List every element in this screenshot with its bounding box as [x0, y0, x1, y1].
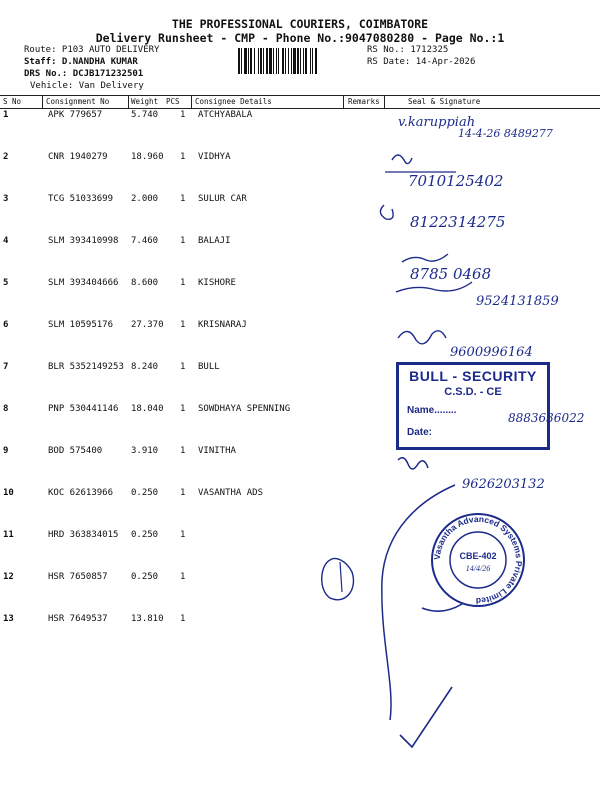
cell-weight: 2.000 — [131, 194, 159, 204]
cell-pcs: 1 — [180, 446, 186, 456]
cell-consignment: HSR 7649537 — [48, 614, 108, 624]
route-label: Route: P103 AUTO DELIVERY — [24, 45, 160, 55]
cell-sno: 6 — [3, 320, 9, 330]
cell-weight: 0.250 — [131, 488, 159, 498]
cell-consignment: HSR 7650857 — [48, 572, 108, 582]
cell-weight: 0.250 — [131, 572, 159, 582]
cell-pcs: 1 — [180, 614, 186, 624]
cell-weight: 3.910 — [131, 446, 159, 456]
cell-consignee: VINITHA — [198, 446, 236, 456]
cell-weight: 18.960 — [131, 152, 164, 162]
col-weight: Weight — [131, 97, 159, 106]
cell-consignee: SOWDHAYA SPENNING — [198, 404, 291, 414]
cell-pcs: 1 — [180, 278, 186, 288]
cell-pcs: 1 — [180, 404, 186, 414]
table-row — [0, 194, 600, 236]
cell-pcs: 1 — [180, 488, 186, 498]
rs-number: RS No.: 1712325 — [367, 45, 449, 55]
signature-row-9-phone: 9626203132 — [462, 477, 545, 492]
cell-consignment: PNP 530441146 — [48, 404, 119, 414]
cell-weight: 8.240 — [131, 362, 159, 372]
seal-date: 14/4/26 — [465, 564, 491, 573]
stamp-date-label: Date: — [407, 427, 433, 438]
cell-pcs: 1 — [180, 362, 186, 372]
cell-sno: 3 — [3, 194, 9, 204]
bull-security-stamp — [396, 362, 550, 450]
cell-sno: 11 — [3, 530, 14, 540]
signature-row-6-phone: 9600996164 — [450, 345, 533, 360]
cell-weight: 18.040 — [131, 404, 164, 414]
staff-label: Staff: D.NANDHA KUMAR — [24, 57, 138, 67]
cell-pcs: 1 — [180, 194, 186, 204]
drs-number: DRS No.: DCJB171232501 — [24, 69, 144, 79]
col-sno: S No — [3, 97, 22, 106]
col-seal-signature: Seal & Signature — [408, 97, 481, 106]
cell-sno: 10 — [3, 488, 14, 498]
cell-weight: 5.740 — [131, 110, 159, 120]
signature-row-4-phone: 8785 0468 — [410, 265, 492, 283]
col-consignee: Consignee Details — [195, 97, 272, 106]
cell-pcs: 1 — [180, 530, 186, 540]
col-consignment: Consignment No — [46, 97, 110, 106]
cell-pcs: 1 — [180, 152, 186, 162]
cell-sno: 4 — [3, 236, 9, 246]
cell-weight: 7.460 — [131, 236, 159, 246]
stamp-title: BULL - SECURITY — [409, 368, 537, 384]
cell-sno: 2 — [3, 152, 9, 162]
cell-pcs: 1 — [180, 320, 186, 330]
cell-sno: 7 — [3, 362, 9, 372]
table-row — [0, 278, 600, 320]
signature-row-3-phone: 8122314275 — [410, 213, 506, 231]
cell-sno: 12 — [3, 572, 14, 582]
cell-pcs: 1 — [180, 236, 186, 246]
table-header — [0, 95, 600, 109]
cell-weight: 13.810 — [131, 614, 164, 624]
cell-consignee: KISHORE — [198, 278, 236, 288]
col-pcs: PCS — [166, 97, 180, 106]
table-row — [0, 446, 600, 488]
stamp-name-label: Name........ — [407, 405, 457, 416]
table-row — [0, 110, 600, 152]
cell-sno: 5 — [3, 278, 9, 288]
cell-consignment: HRD 363834015 — [48, 530, 119, 540]
seal-ring-text: Vasantha Advanced Systems Private Limited — [431, 513, 525, 607]
cell-consignment: SLM 10595176 — [48, 320, 114, 330]
cell-sno: 13 — [3, 614, 14, 624]
cell-consignee: VIDHYA — [198, 152, 231, 162]
vehicle-label: Vehicle: Van Delivery — [30, 81, 144, 91]
runsheet-subtitle: Delivery Runsheet - CMP - Phone No.:9047080280 - Page No.:1 — [95, 31, 505, 45]
cell-consignment: SLM 393404666 — [48, 278, 119, 288]
cell-consignee: SULUR CAR — [198, 194, 247, 204]
rs-date: RS Date: 14-Apr-2026 — [367, 57, 476, 67]
cell-weight: 8.600 — [131, 278, 159, 288]
signature-row-1-note: 14-4-26 8489277 — [458, 127, 553, 140]
table-row — [0, 614, 600, 656]
signature-row-1: v.karuppiah — [398, 115, 476, 130]
company-title: THE PROFESSIONAL COURIERS, COIMBATORE — [171, 17, 429, 31]
cell-sno: 1 — [3, 110, 9, 120]
signature-row-5-phone: 9524131859 — [476, 294, 559, 309]
table-row — [0, 236, 600, 278]
cell-weight: 27.370 — [131, 320, 164, 330]
cell-consignee: BALAJI — [198, 236, 231, 246]
barcode — [238, 48, 362, 74]
cell-consignment: KOC 62613966 — [48, 488, 114, 498]
cell-consignment: SLM 393410998 — [48, 236, 119, 246]
cell-consignee: KRISNARAJ — [198, 320, 247, 330]
signature-row-8-phone: 8883636022 — [508, 411, 585, 425]
seal-center: CBE-402 — [459, 551, 497, 561]
company-seal — [428, 510, 528, 610]
stamp-subtitle: C.S.D. - CE — [444, 386, 502, 398]
cell-sno: 9 — [3, 446, 9, 456]
table-row — [0, 152, 600, 194]
signature-row-2-phone: 7010125402 — [408, 172, 504, 190]
cell-consignee: ATCHYABALA — [198, 110, 253, 120]
cell-consignment: APK 779657 — [48, 110, 103, 120]
cell-pcs: 1 — [180, 572, 186, 582]
cell-consignment: BLR 5352149253 — [48, 362, 124, 372]
table-row — [0, 320, 600, 362]
cell-consignment: CNR 1940279 — [48, 152, 108, 162]
cell-weight: 0.250 — [131, 530, 159, 540]
cell-pcs: 1 — [180, 110, 186, 120]
cell-consignee: BULL — [198, 362, 220, 372]
cell-consignee: VASANTHA ADS — [198, 488, 264, 498]
cell-sno: 8 — [3, 404, 9, 414]
cell-consignment: BOD 575400 — [48, 446, 103, 456]
col-remarks: Remarks — [348, 97, 380, 106]
cell-consignment: TCG 51033699 — [48, 194, 114, 204]
